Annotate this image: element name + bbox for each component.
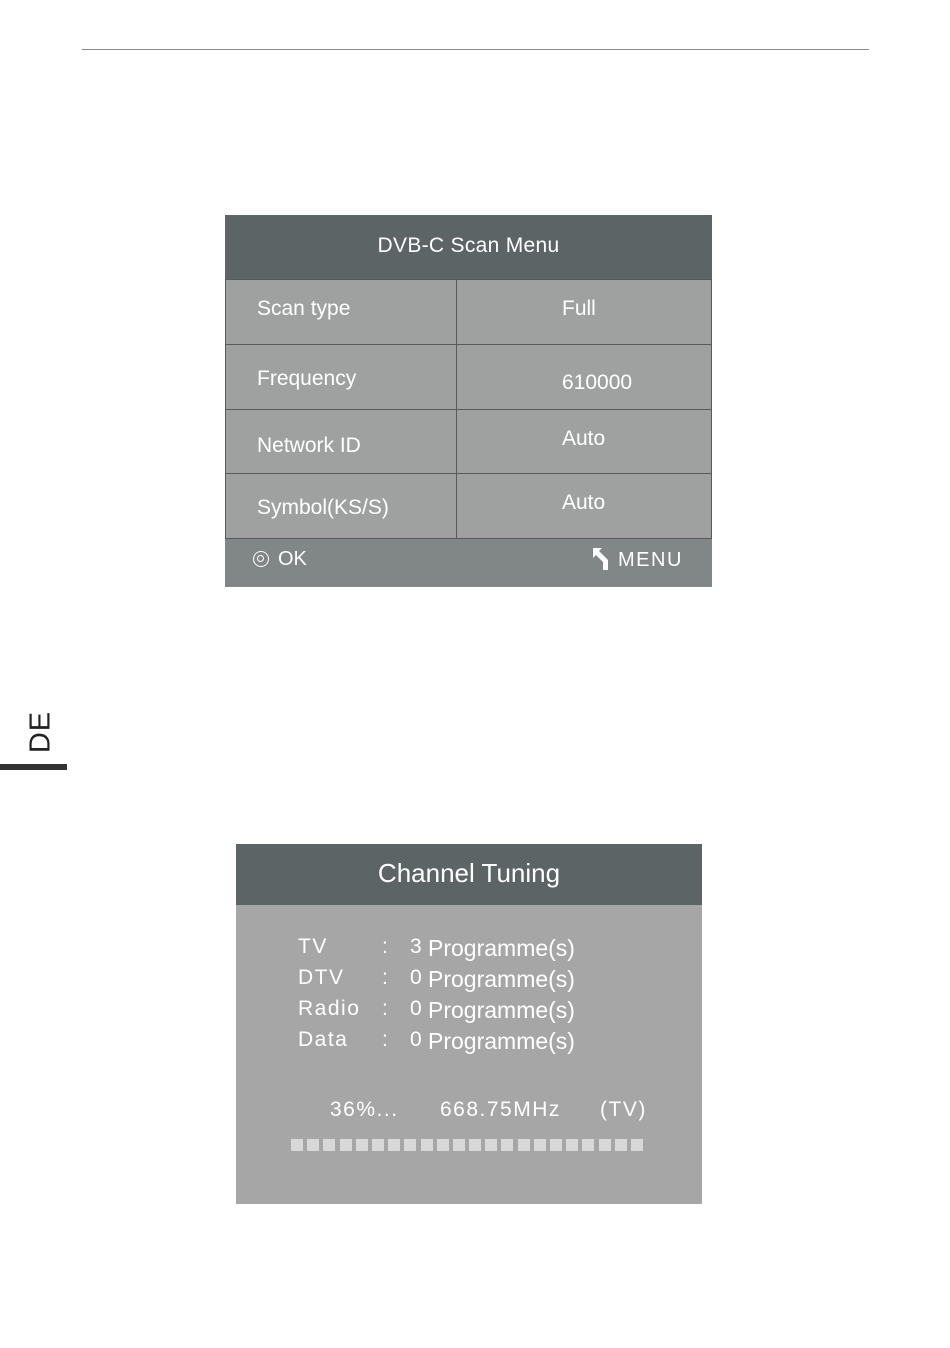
progress-segment <box>534 1139 546 1151</box>
progress-segment <box>615 1139 627 1151</box>
menu-hint[interactable]: MENU <box>618 549 683 571</box>
tuning-row-name: Data <box>298 1028 349 1051</box>
scan-menu-title: DVB-C Scan Menu <box>225 215 712 279</box>
tuning-row-name: TV <box>298 935 328 958</box>
progress-segment <box>291 1139 303 1151</box>
progress-segment <box>372 1139 384 1151</box>
scan-row-frequency[interactable] <box>225 344 712 408</box>
grid-right-border <box>711 279 712 538</box>
tuning-row-count: 0 <box>410 1028 422 1051</box>
frequency-label: Frequency <box>257 367 357 390</box>
progress-segment <box>323 1139 335 1151</box>
tuning-row-count: 0 <box>410 997 422 1020</box>
scan-menu-footer <box>225 538 712 587</box>
tuning-progress-text: 36%... <box>330 1098 399 1121</box>
tuning-row-radio <box>236 997 702 1027</box>
symbol-rate-label: Symbol(KS/S) <box>257 496 389 519</box>
progress-segment <box>469 1139 481 1151</box>
progress-segment <box>421 1139 433 1151</box>
tuning-row-sep: : <box>382 966 388 989</box>
progress-segment <box>437 1139 449 1151</box>
tuning-row-unit: Programme(s) <box>428 997 575 1023</box>
progress-segment <box>388 1139 400 1151</box>
scan-row-network-id[interactable] <box>225 409 712 473</box>
return-arrow-icon <box>591 547 611 571</box>
tuning-row-data <box>236 1028 702 1058</box>
language-tab-label: DE <box>24 710 57 754</box>
scan-menu-grid <box>225 279 712 538</box>
tuning-row-sep: : <box>382 1028 388 1051</box>
language-tab-bar <box>0 764 67 770</box>
tuning-row-unit: Programme(s) <box>428 966 575 992</box>
progress-segment <box>340 1139 352 1151</box>
tuning-row-count: 3 <box>410 935 422 958</box>
progress-segment <box>501 1139 513 1151</box>
progress-segment <box>518 1139 530 1151</box>
progress-segment <box>307 1139 319 1151</box>
tuning-row-name: Radio <box>298 997 361 1020</box>
tuning-row-name: DTV <box>298 966 345 989</box>
tuning-row-count: 0 <box>410 966 422 989</box>
progress-segment <box>550 1139 562 1151</box>
scan-row-scan-type[interactable] <box>225 279 712 343</box>
tuning-row-tv <box>236 935 702 965</box>
scan-row-symbol-rate[interactable] <box>225 473 712 537</box>
tuning-progress-bar <box>291 1139 643 1151</box>
progress-segment <box>582 1139 594 1151</box>
tuning-frequency: 668.75MHz <box>440 1098 561 1121</box>
symbol-rate-value[interactable]: Auto <box>562 491 606 514</box>
tuning-row-unit: Programme(s) <box>428 1028 575 1054</box>
tuning-row-dtv <box>236 966 702 996</box>
grid-left-border <box>225 279 226 538</box>
channel-tuning-panel <box>236 844 702 1204</box>
ok-hint[interactable]: OK <box>278 548 307 570</box>
progress-segment <box>356 1139 368 1151</box>
progress-segment <box>599 1139 611 1151</box>
frequency-value[interactable]: 610000 <box>562 371 633 394</box>
ok-circle-icon <box>253 551 269 567</box>
scan-type-label: Scan type <box>257 297 351 320</box>
grid-column-divider <box>456 279 457 538</box>
network-id-value[interactable]: Auto <box>562 427 606 450</box>
language-tab <box>21 703 61 761</box>
progress-segment <box>453 1139 465 1151</box>
progress-segment <box>566 1139 578 1151</box>
progress-segment <box>404 1139 416 1151</box>
network-id-label: Network ID <box>257 434 361 457</box>
channel-tuning-title: Channel Tuning <box>236 844 702 905</box>
progress-segment <box>485 1139 497 1151</box>
tuning-mode: (TV) <box>600 1098 647 1121</box>
tuning-row-unit: Programme(s) <box>428 935 575 961</box>
progress-segment <box>631 1139 643 1151</box>
scan-type-value[interactable]: Full <box>562 297 596 320</box>
tuning-row-sep: : <box>382 935 388 958</box>
dvbc-scan-menu <box>225 215 712 587</box>
page-top-rule <box>82 49 869 50</box>
tuning-row-sep: : <box>382 997 388 1020</box>
